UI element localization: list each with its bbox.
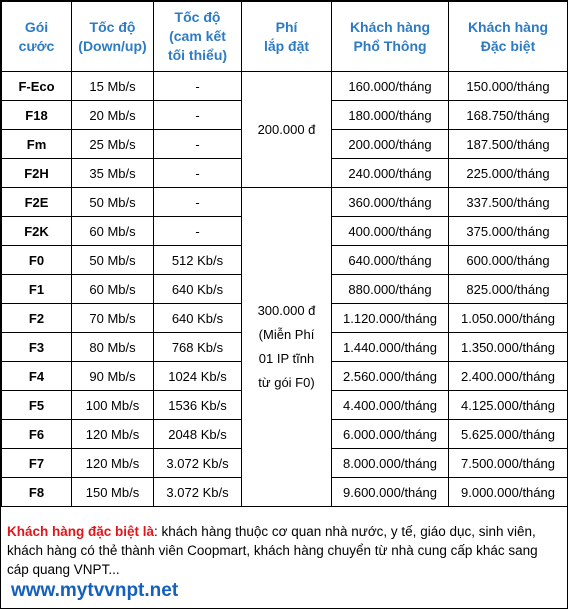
speed-value: 20 Mb/s	[72, 101, 154, 130]
special-price: 7.500.000/tháng	[449, 449, 568, 478]
min-speed-value: -	[154, 101, 242, 130]
special-price: 375.000/tháng	[449, 217, 568, 246]
special-price: 2.400.000/tháng	[449, 362, 568, 391]
regular-price: 640.000/tháng	[332, 246, 449, 275]
website-link[interactable]: www.mytvvnpt.net	[11, 580, 179, 601]
package-name: F7	[2, 449, 72, 478]
regular-price: 200.000/tháng	[332, 130, 449, 159]
special-price: 4.125.000/tháng	[449, 391, 568, 420]
regular-price: 9.600.000/tháng	[332, 478, 449, 507]
speed-value: 120 Mb/s	[72, 449, 154, 478]
min-speed-value: -	[154, 188, 242, 217]
install-fee: 300.000 đ (Miễn Phí 01 IP tĩnh từ gói F0)	[242, 188, 332, 507]
regular-price: 2.560.000/tháng	[332, 362, 449, 391]
regular-price: 8.000.000/tháng	[332, 449, 449, 478]
regular-price: 400.000/tháng	[332, 217, 449, 246]
regular-price: 180.000/tháng	[332, 101, 449, 130]
speed-value: 120 Mb/s	[72, 420, 154, 449]
regular-price: 360.000/tháng	[332, 188, 449, 217]
min-speed-value: -	[154, 130, 242, 159]
special-price: 150.000/tháng	[449, 72, 568, 101]
speed-value: 70 Mb/s	[72, 304, 154, 333]
package-name: F3	[2, 333, 72, 362]
package-name: F2H	[2, 159, 72, 188]
special-price: 1.050.000/tháng	[449, 304, 568, 333]
package-name: F5	[2, 391, 72, 420]
package-name: F4	[2, 362, 72, 391]
header-install-fee: Phí lắp đặt	[242, 2, 332, 72]
regular-price: 4.400.000/tháng	[332, 391, 449, 420]
speed-value: 60 Mb/s	[72, 275, 154, 304]
min-speed-value: 640 Kb/s	[154, 275, 242, 304]
min-speed-value: 3.072 Kb/s	[154, 478, 242, 507]
special-price: 825.000/tháng	[449, 275, 568, 304]
header-package: Gói cước	[2, 2, 72, 72]
install-fee: 200.000 đ	[242, 72, 332, 188]
min-speed-value: 640 Kb/s	[154, 304, 242, 333]
min-speed-value: 3.072 Kb/s	[154, 449, 242, 478]
pricing-table	[1, 1, 568, 507]
note-highlight: Khách hàng đặc biệt là	[7, 524, 155, 539]
header-min-speed: Tốc độ (cam kết tối thiểu)	[154, 2, 242, 72]
special-price: 9.000.000/tháng	[449, 478, 568, 507]
speed-value: 50 Mb/s	[72, 246, 154, 275]
package-name: F1	[2, 275, 72, 304]
table-body	[2, 72, 568, 507]
package-name: F6	[2, 420, 72, 449]
min-speed-value: 2048 Kb/s	[154, 420, 242, 449]
special-price: 187.500/tháng	[449, 130, 568, 159]
special-price: 1.350.000/tháng	[449, 333, 568, 362]
speed-value: 15 Mb/s	[72, 72, 154, 101]
min-speed-value: 512 Kb/s	[154, 246, 242, 275]
special-customer-note	[7, 522, 559, 579]
package-name: F8	[2, 478, 72, 507]
package-name: Fm	[2, 130, 72, 159]
speed-value: 60 Mb/s	[72, 217, 154, 246]
header-regular-price: Khách hàng Phổ Thông	[332, 2, 449, 72]
speed-value: 90 Mb/s	[72, 362, 154, 391]
note-text: : khách hàng thuộc cơ quan nhà nước, y tế, giáo dục, sinh viên, khách hàng có thẻ thành viên Coopmart, khách hàng chuyển từ nhà cung cấp khác sang cáp quang VNPT...	[7, 524, 538, 577]
regular-price: 160.000/tháng	[332, 72, 449, 101]
package-name: F0	[2, 246, 72, 275]
min-speed-value: -	[154, 159, 242, 188]
package-name: F-Eco	[2, 72, 72, 101]
speed-value: 150 Mb/s	[72, 478, 154, 507]
table-row	[2, 188, 568, 217]
table-header-row	[2, 2, 568, 72]
header-special-price: Khách hàng Đặc biệt	[449, 2, 568, 72]
package-name: F2E	[2, 188, 72, 217]
special-price: 168.750/tháng	[449, 101, 568, 130]
special-price: 225.000/tháng	[449, 159, 568, 188]
speed-value: 80 Mb/s	[72, 333, 154, 362]
speed-value: 35 Mb/s	[72, 159, 154, 188]
special-price: 600.000/tháng	[449, 246, 568, 275]
speed-value: 50 Mb/s	[72, 188, 154, 217]
min-speed-value: -	[154, 72, 242, 101]
min-speed-value: -	[154, 217, 242, 246]
min-speed-value: 768 Kb/s	[154, 333, 242, 362]
package-name: F2	[2, 304, 72, 333]
speed-value: 100 Mb/s	[72, 391, 154, 420]
package-name: F18	[2, 101, 72, 130]
min-speed-value: 1536 Kb/s	[154, 391, 242, 420]
regular-price: 240.000/tháng	[332, 159, 449, 188]
regular-price: 880.000/tháng	[332, 275, 449, 304]
special-price: 337.500/tháng	[449, 188, 568, 217]
regular-price: 1.120.000/tháng	[332, 304, 449, 333]
special-price: 5.625.000/tháng	[449, 420, 568, 449]
table-row	[2, 72, 568, 101]
header-speed: Tốc độ (Down/up)	[72, 2, 154, 72]
regular-price: 1.440.000/tháng	[332, 333, 449, 362]
regular-price: 6.000.000/tháng	[332, 420, 449, 449]
speed-value: 25 Mb/s	[72, 130, 154, 159]
min-speed-value: 1024 Kb/s	[154, 362, 242, 391]
package-name: F2K	[2, 217, 72, 246]
